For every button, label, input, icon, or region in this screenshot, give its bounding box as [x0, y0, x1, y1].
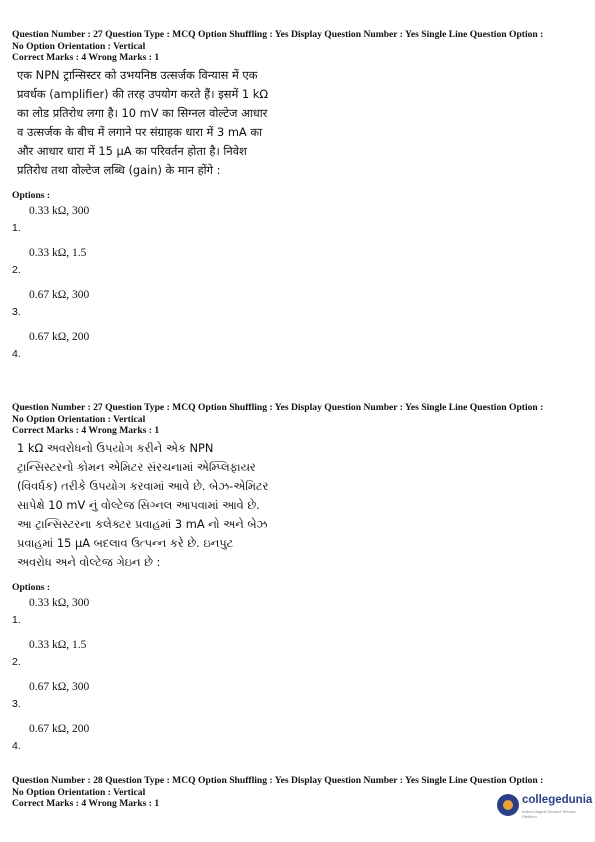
- option-text: 0.67 kΩ, 200: [29, 330, 90, 343]
- option-text: 0.33 kΩ, 300: [29, 596, 90, 609]
- logo-wordmark: collegedunia: [522, 794, 593, 806]
- option-orientation: No Option Orientation : Vertical: [12, 786, 146, 798]
- marks-info: Correct Marks : 4 Wrong Marks : 1: [12, 52, 160, 63]
- question-text: 1 kΩ અવરોધનો ઉપયોગ કરીને એક NPN ટ્રાન્સિસ્ટરનો કોમન એમિટર સંરચનામાં એમ્પ્લિફાયર (વિવર્ધક) તરીકે ઉપયોગ કરવામાં આવે છે. બેઝ-એમિટર સાપેક્ષે 10 mV નું વોલ્ટેજ સિગ્નલ આપવામાં આવે છે. આ ટ્રાન્સિસ્ટરના કલેક્ટર પ્રવાહમાં 3 mA નો અને બેઝ પ્રવાહમાં 15 μA બદલાવ ઉત્પન્ન કરે છે. ઇનપુટ અવરોધ અને વોલ્ટેજ ગેઇન છે :: [17, 440, 269, 569]
- logo-mark-icon: [497, 794, 519, 816]
- option-orientation: No Option Orientation : Vertical: [12, 413, 146, 425]
- option-number: 4.: [12, 347, 21, 360]
- option-number: 4.: [12, 739, 21, 752]
- collegedunia-logo: [497, 791, 593, 821]
- option-3[interactable]: [12, 677, 584, 719]
- options-label: Options :: [12, 189, 51, 201]
- option-text: 0.33 kΩ, 1.5: [29, 638, 87, 651]
- option-number: 2.: [12, 655, 21, 668]
- option-orientation: No Option Orientation : Vertical: [12, 40, 146, 52]
- question-block-27-hindi: [12, 29, 584, 369]
- options-label: Options :: [12, 581, 51, 593]
- option-4[interactable]: [12, 327, 584, 369]
- option-4[interactable]: [12, 719, 584, 761]
- option-text: 0.67 kΩ, 300: [29, 680, 90, 693]
- marks-info: Correct Marks : 4 Wrong Marks : 1: [12, 425, 160, 436]
- option-number: 1.: [12, 221, 21, 234]
- question-block-27-gujarati: [12, 402, 584, 761]
- marks-info: Correct Marks : 4 Wrong Marks : 1: [12, 798, 160, 809]
- question-header: Question Number : 27 Question Type : MCQ Option Shuffling : Yes Display Question Number : Yes Single Line Question Option :: [12, 402, 544, 413]
- option-3[interactable]: [12, 285, 584, 327]
- option-number: 2.: [12, 263, 21, 276]
- option-number: 3.: [12, 305, 21, 318]
- option-text: 0.67 kΩ, 300: [29, 288, 90, 301]
- option-text: 0.33 kΩ, 1.5: [29, 246, 87, 259]
- option-2[interactable]: [12, 635, 584, 677]
- option-number: 3.: [12, 697, 21, 710]
- question-header: Question Number : 28 Question Type : MCQ Option Shuffling : Yes Display Question Number : Yes Single Line Question Option :: [12, 775, 544, 786]
- option-2[interactable]: [12, 243, 584, 285]
- option-text: 0.67 kΩ, 200: [29, 722, 90, 735]
- option-1[interactable]: [12, 593, 584, 635]
- option-number: 1.: [12, 613, 21, 626]
- question-header: Question Number : 27 Question Type : MCQ Option Shuffling : Yes Display Question Number : Yes Single Line Question Option :: [12, 29, 544, 40]
- logo-tagline: India's largest Student Review Platform: [522, 809, 576, 819]
- option-text: 0.33 kΩ, 300: [29, 204, 90, 217]
- question-text: एक NPN ट्रान्सिस्टर को उभयनिष्ठ उत्सर्जक विन्यास में एक प्रवर्धक (amplifier) की तरह उपयोग करते हैं। इसमें 1 kΩ का लोड प्रतिरोध लगा है। 10 mV का सिग्नल वोल्टेज आधार व उत्सर्जक के बीच में लगाने पर संग्राहक धारा में 3 mA का और आधार धारा में 15 μA का परिवर्तन होता है। निवेश प्रतिरोध तथा वोल्टेज लब्धि (gain) के मान होंगे :: [17, 67, 269, 177]
- option-1[interactable]: [12, 201, 584, 243]
